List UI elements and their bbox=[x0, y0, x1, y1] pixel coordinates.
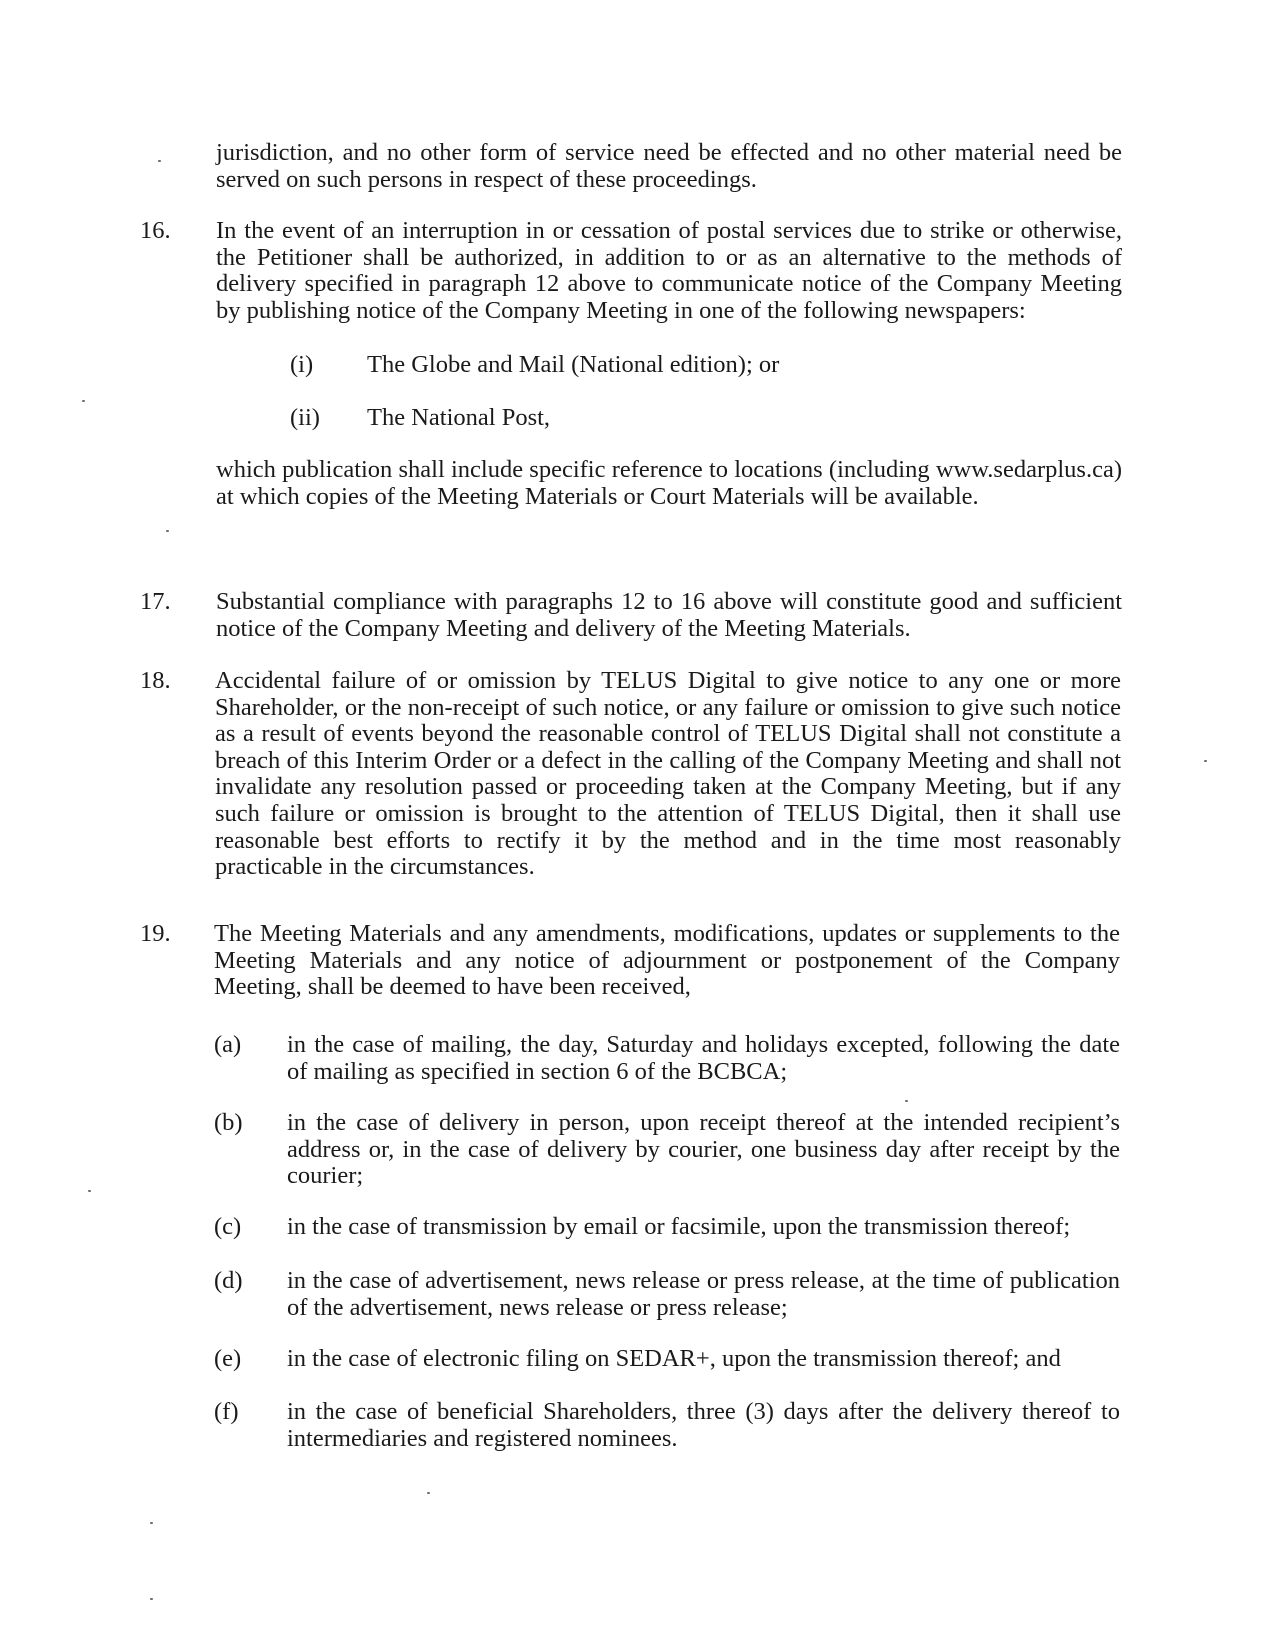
list-item-label: (c) bbox=[214, 1213, 242, 1240]
paragraph-16-tail: which publication shall include specific reference to locations (including www.sedarplus.ca) at which copies of the Meeting Materials or Court Materials will be available. bbox=[216, 456, 1122, 510]
list-item-label: (a) bbox=[214, 1031, 242, 1058]
paragraph-18-text: Accidental failure of or omission by TELUS Digital to give notice to any one or more Shareholder, or the non-receipt of such notice, or any failure or omission to give such notice as a result of events beyond the reasonable control of TELUS Digital shall not constitute a breach of this Interim Order or a defect in the calling of the Company Meeting and shall not invalidate any resolution passed or proceeding taken at the Company Meeting, but if any such failure or omission is brought to the attention of TELUS Digital, then it shall use reasonable best efforts to rectify it by the method and in the time most reasonably practicable in the circumstances. bbox=[215, 667, 1121, 881]
scan-speck bbox=[1204, 760, 1207, 762]
paragraph-16-number: 16. bbox=[140, 217, 171, 244]
list-item-label: (b) bbox=[214, 1109, 243, 1136]
list-item-label: (d) bbox=[214, 1267, 243, 1294]
list-item-label: (ii) bbox=[290, 404, 320, 431]
paragraph-19-number: 19. bbox=[140, 920, 171, 947]
list-item-text: in the case of transmission by email or facsimile, upon the transmission thereof; bbox=[287, 1213, 1071, 1240]
scan-speck bbox=[166, 530, 169, 532]
scan-speck bbox=[427, 1492, 430, 1494]
list-item-text: The Globe and Mail (National edition); or bbox=[367, 351, 780, 378]
list-item-text: in the case of advertisement, news release or press release, at the time of publication of the advertisement, news release or press release; bbox=[287, 1267, 1120, 1321]
scan-speck bbox=[88, 1190, 91, 1192]
scan-speck bbox=[158, 160, 161, 162]
paragraph-17-text: Substantial compliance with paragraphs 12 to 16 above will constitute good and sufficient notice of the Company Meeting and delivery of the Meeting Materials. bbox=[216, 588, 1122, 642]
list-item-text: in the case of electronic filing on SEDAR+, upon the transmission thereof; and bbox=[287, 1345, 1061, 1372]
list-item-text: in the case of mailing, the day, Saturday and holidays excepted, following the date of mailing as specified in section 6 of the BCBCA; bbox=[287, 1031, 1120, 1085]
paragraph-16-text: In the event of an interruption in or cessation of postal services due to strike or otherwise, the Petitioner shall be authorized, in addition to or as an alternative to the methods of delivery specified in paragraph 12 above to communicate notice of the Company Meeting by publishing notice of the Company Meeting in one of the following newspapers: bbox=[216, 217, 1122, 324]
scan-speck bbox=[150, 1522, 153, 1524]
paragraph-17-number: 17. bbox=[140, 588, 171, 615]
paragraph-15-continuation: jurisdiction, and no other form of service need be effected and no other material need be served on such persons in respect of these proceedings. bbox=[216, 139, 1122, 193]
paragraph-18-number: 18. bbox=[140, 667, 171, 694]
list-item-text: in the case of delivery in person, upon receipt thereof at the intended recipient’s address or, in the case of delivery by courier, one business day after receipt by the courier; bbox=[287, 1109, 1120, 1190]
list-item-text: in the case of beneficial Shareholders, three (3) days after the delivery thereof to intermediaries and registered nominees. bbox=[287, 1398, 1120, 1452]
scan-speck bbox=[82, 400, 85, 402]
scan-speck bbox=[905, 1100, 908, 1102]
list-item-label: (f) bbox=[214, 1398, 239, 1425]
list-item-label: (i) bbox=[290, 351, 314, 378]
paragraph-19-text: The Meeting Materials and any amendments, modifications, updates or supplements to the Meeting Materials and any notice of adjournment or postponement of the Company Meeting, shall be deemed to have been received, bbox=[214, 920, 1120, 1001]
list-item-label: (e) bbox=[214, 1345, 242, 1372]
scan-speck bbox=[150, 1598, 153, 1600]
list-item-text: The National Post, bbox=[367, 404, 551, 431]
